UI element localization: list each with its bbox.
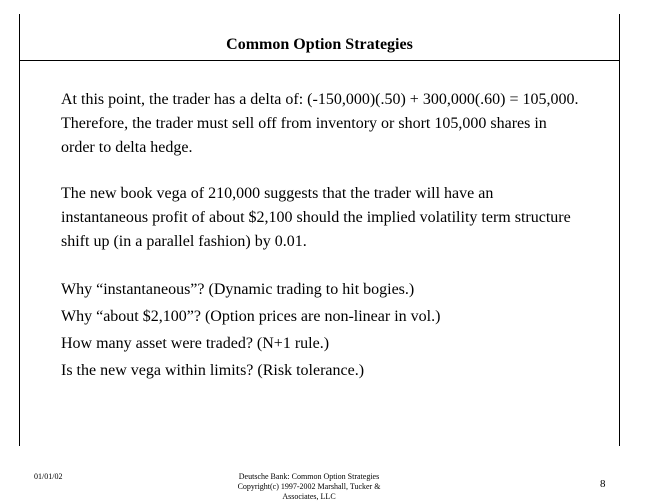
footer-copyright bbox=[226, 472, 392, 502]
slide-body bbox=[61, 88, 581, 384]
question-item: Why “about $2,100”? (Option prices are non-linear in vol.) bbox=[61, 308, 441, 325]
footer-line-3: Associates, LLC bbox=[282, 492, 336, 501]
question-item: How many asset were traded? (N+1 rule.) bbox=[61, 335, 330, 352]
slide-title: Common Option Strategies bbox=[226, 36, 413, 53]
question-item: Why “instantaneous”? (Dynamic trading to hit bogies.) bbox=[61, 281, 415, 298]
slide-footer bbox=[0, 472, 648, 504]
paragraph-delta: At this point, the trader has a delta of: (-150,000)(.50) + 300,000(.60) = 105,000. Therefore, the trader must sell off from inventory or short 105,000 shares in order to delta hedge. bbox=[61, 91, 579, 156]
paragraph-vega: The new book vega of 210,000 suggests that the trader will have an instantaneous profit of about $2,100 should the implied volatility term structure shift up (in a parallel fashion) by 0.01. bbox=[61, 185, 571, 250]
title-bar bbox=[20, 14, 619, 61]
page-number: 8 bbox=[600, 478, 606, 490]
question-item: Is the new vega within limits? (Risk tolerance.) bbox=[61, 362, 365, 379]
footer-line-1: Deutsche Bank: Common Option Strategies bbox=[238, 472, 380, 481]
footer-date: 01/01/02 bbox=[34, 472, 63, 481]
footer-line-2: Copyright(c) 1997-2002 Marshall, Tucker & bbox=[237, 482, 381, 491]
